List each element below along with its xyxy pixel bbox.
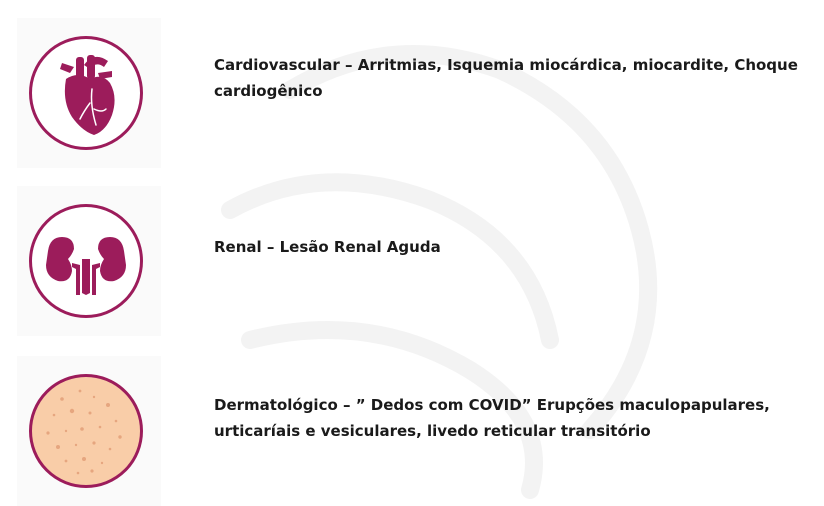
item-text: Cardiovascular – Arritmias, Isquemia miocárdica, miocardite, Choque cardiogênico — [214, 56, 798, 100]
icon-tile — [17, 18, 161, 168]
item-text: Dermatológico – ” Dedos com COVID” Erupções maculopapulares, urticaríais e vesiculares, livedo reticular transitório — [214, 396, 770, 440]
icon-tile — [17, 356, 161, 506]
icon-circle — [29, 374, 143, 488]
skin-icon — [32, 377, 140, 485]
icon-circle — [29, 36, 143, 150]
icon-circle — [29, 204, 143, 318]
icon-tile — [17, 186, 161, 336]
item-text: Renal – Lesão Renal Aguda — [214, 238, 441, 256]
heart-icon — [32, 39, 140, 147]
kidneys-icon — [32, 207, 140, 315]
